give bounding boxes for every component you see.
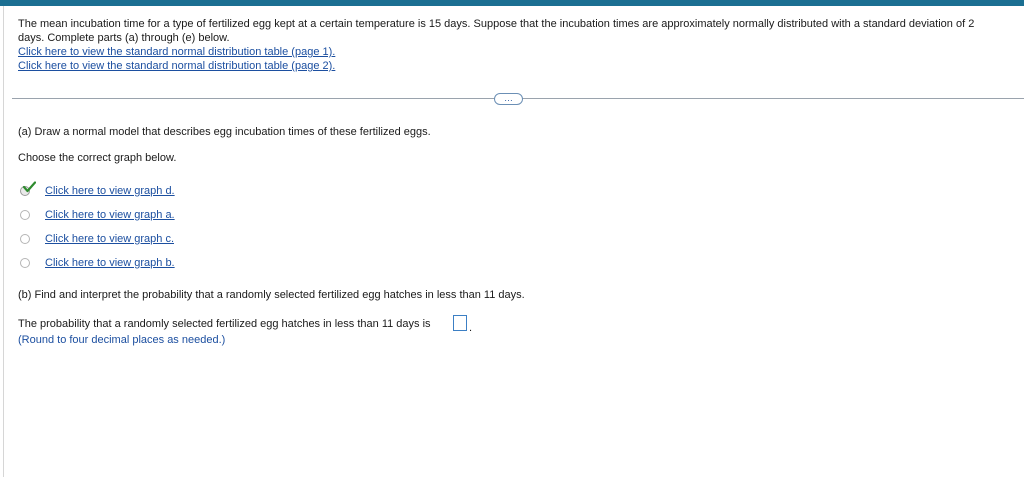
problem-statement: [18, 17, 1018, 73]
sentence-period: .: [469, 322, 473, 334]
part-a-instruction: Choose the correct graph below.: [18, 152, 177, 164]
part-b-statement: The probability that a randomly selected fertilized egg hatches in less than 11 days is: [18, 318, 431, 330]
table-link-page-2[interactable]: Click here to view the standard normal distribution table (page 2).: [18, 60, 336, 72]
option-link-graph-d[interactable]: Click here to view graph d.: [45, 185, 175, 197]
left-border: [3, 6, 4, 477]
expand-more-button[interactable]: …: [494, 93, 523, 105]
probability-answer-input[interactable]: [453, 315, 467, 331]
option-link-graph-c[interactable]: Click here to view graph c.: [45, 233, 174, 245]
problem-text-line-2: days. Complete parts (a) through (e) below.: [18, 32, 230, 44]
checkmark-icon: [22, 181, 36, 193]
option-link-graph-a[interactable]: Click here to view graph a.: [45, 209, 175, 221]
problem-text-line-1: The mean incubation time for a type of fertilized egg kept at a certain temperature is 15 days. Suppose that the incubation times are approximately normally distributed with a standard deviation of 2: [18, 18, 975, 30]
rounding-hint: (Round to four decimal places as needed.): [18, 334, 226, 346]
part-a-question: (a) Draw a normal model that describes egg incubation times of these fertilized eggs.: [18, 126, 431, 138]
radio-graph-a[interactable]: [20, 210, 30, 220]
option-link-graph-b[interactable]: Click here to view graph b.: [45, 257, 175, 269]
top-accent-bar: [0, 0, 1024, 6]
radio-graph-b[interactable]: [20, 258, 30, 268]
table-link-page-1[interactable]: Click here to view the standard normal distribution table (page 1).: [18, 46, 336, 58]
part-b-question: (b) Find and interpret the probability that a randomly selected fertilized egg hatches in less than 11 days.: [18, 289, 525, 301]
radio-graph-c[interactable]: [20, 234, 30, 244]
